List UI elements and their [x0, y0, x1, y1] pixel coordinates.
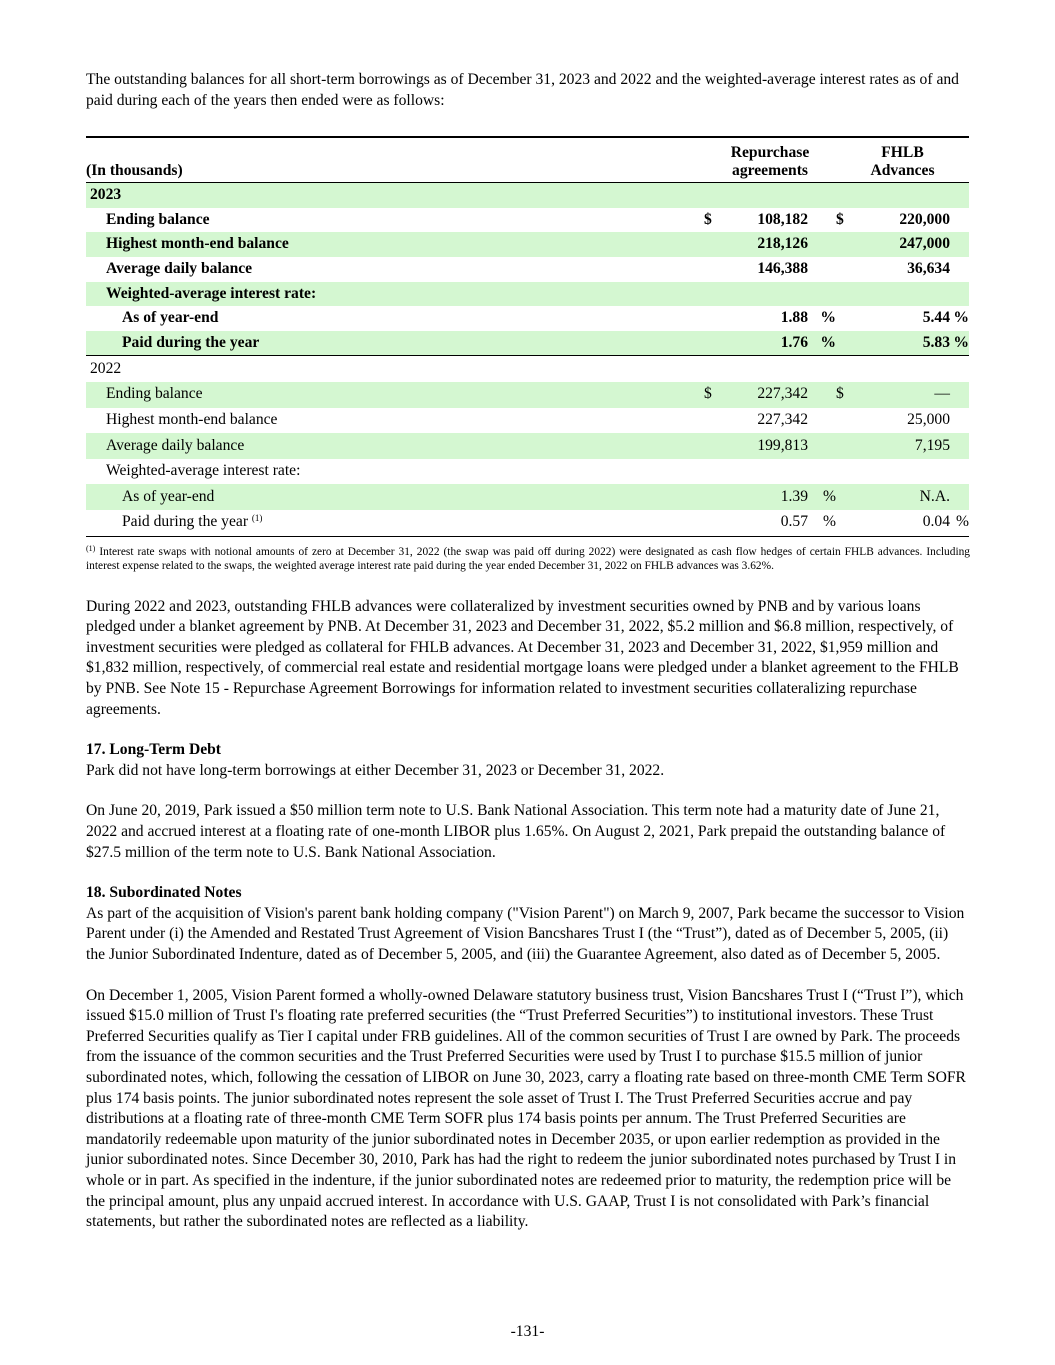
fhlb-value: 220,000	[899, 210, 950, 228]
repo-value: 1.76	[726, 331, 808, 356]
repo-value: 218,126	[726, 232, 808, 257]
percent-sign: %	[808, 484, 836, 510]
document-page	[86, 70, 970, 1233]
col-header-repurchase: Repurchase agreements	[730, 144, 810, 180]
percent-sign: %	[953, 309, 969, 327]
repo-value: 146,388	[757, 259, 808, 277]
table-row	[86, 408, 969, 434]
fhlb-value: 5.44	[922, 309, 950, 327]
row-label: Ending balance	[86, 382, 704, 408]
currency-symbol: $	[836, 210, 844, 228]
fhlb-value: N.A.	[868, 484, 950, 510]
table-row	[86, 382, 969, 408]
row-label: Average daily balance	[106, 259, 253, 277]
row-label: Paid during the year $^{(1)}$	[122, 513, 263, 531]
table-row	[86, 232, 969, 257]
repo-value: 1.88	[780, 309, 808, 327]
table-row	[86, 331, 969, 356]
row-label: As of year-end	[122, 309, 219, 327]
row-label: Weighted-average interest rate:	[106, 462, 301, 480]
table-row	[86, 484, 969, 510]
row-label: As of year-end	[86, 484, 704, 510]
fhlb-value: 247,000	[868, 232, 950, 257]
col-header-fhlb: FHLB Advances	[870, 144, 935, 180]
repo-value: 199,813	[726, 433, 808, 459]
row-label: Paid during the year	[86, 331, 704, 356]
table-footnote: $^{(1)}$ Interest rate swaps with notional amounts of zero at December 31, 2022 (the swap was paid off during 2022) were designated as cash flow hedges of certain FHLB advances. Including interest expense related to the swaps, the weighted average interest rate paid during the year ended December 31, 2022 on FHLB advances was 3.62%.	[86, 543, 971, 573]
row-label: Highest month-end balance	[86, 232, 704, 257]
year-row-2022	[86, 356, 969, 382]
table-row	[86, 257, 969, 282]
percent-sign: %	[820, 309, 836, 327]
row-label: Weighted-average interest rate:	[86, 282, 969, 307]
section-17-heading: 17. Long-Term Debt	[86, 741, 221, 759]
footnote-marker: (1)	[251, 513, 263, 524]
row-label: Ending balance	[106, 210, 210, 228]
unit-label: (In thousands)	[86, 162, 183, 180]
section-18-heading: 18. Subordinated Notes	[86, 884, 242, 902]
year-label: 2022	[90, 359, 122, 377]
fhlb-value: 0.04	[922, 513, 950, 531]
year-label: 2023	[86, 183, 969, 208]
row-label: Average daily balance	[86, 433, 704, 459]
percent-sign: %	[808, 331, 836, 356]
fhlb-value: 25,000	[907, 411, 950, 429]
repo-value: 108,182	[757, 210, 808, 228]
table-row	[86, 208, 969, 233]
section-18-paragraph-1: As part of the acquisition of Vision's parent bank holding company ("Vision Parent") on March 9, 2007, Park became the successor to Vision Parent under (i) the Amended and Restated Trust Agreement of Vision Bancshares Trust I (the “Trust”), dated as of December 5, 2005, (ii) the Junior Subordinated Indenture, dated as of December 5, 2005, and (iii) the Guarantee Agreement, also dated as of December 5, 2005.	[86, 904, 965, 963]
percent-sign: %	[823, 513, 836, 531]
fhlb-value: 36,634	[907, 259, 950, 277]
currency-symbol: $	[836, 382, 868, 408]
percent-sign: %	[950, 331, 969, 356]
fhlb-value: —	[868, 382, 950, 408]
table-row	[86, 282, 969, 307]
repo-value: 1.39	[726, 484, 808, 510]
currency-symbol: $	[704, 210, 712, 228]
fhlb-value: 5.83	[868, 331, 950, 356]
row-label: Highest month-end balance	[106, 411, 278, 429]
table-row	[86, 510, 969, 536]
table-header-row	[86, 137, 969, 183]
section-17-paragraph-2: On June 20, 2019, Park issued a $50 million term note to U.S. Bank National Association. This term note had a maturity date of June 21, 2022 and accrued interest at a floating rate of one-month LIBOR plus 1.65%. On August 2, 2021, Park prepaid the outstanding balance of $27.5 million of the term note to U.S. Bank National Association.	[86, 802, 946, 861]
year-row-2023	[86, 183, 969, 208]
intro-paragraph: The outstanding balances for all short-term borrowings as of December 31, 2023 and 2022 and the weighted-average interest rates as of and paid during each of the years then ended were as follows:	[86, 71, 959, 109]
repo-value: 227,342	[757, 411, 808, 429]
section-18-paragraph-2: On December 1, 2005, Vision Parent formed a wholly-owned Delaware statutory business trust, Vision Bancshares Trust I (“Trust I”), which issued $15.0 million of Trust I's floating rate preferred securities (the “Trust Preferred Securities”) to institutional investors. These Trust Preferred Securities qualify as Tier I capital under FRB guidelines. All of the common securities of Trust I are owned by Park. The proceeds from the issuance of the common securities and the Trust Preferred Securities were used by Trust I to purchase $15.5 million of junior subordinated notes, which, following the cessation of LIBOR on June 30, 2023, carry a floating rate based on three-month CME Term SOFR plus 174 basis points. The junior subordinated notes represent the sole asset of Trust I. The Trust Preferred Securities accrue and pay distributions at a floating rate of three-month CME Term SOFR plus 174 basis points per annum. The Trust Preferred Securities are mandatorily redeemable upon maturity of the junior subordinated notes in December 2035, or upon earlier redemption as provided in the junior subordinated notes. Since December 30, 2010, Park has had the right to redeem the junior subordinated notes purchased by Trust I in whole or in part. As specified in the indenture, if the junior subordinated notes are redeemed prior to maturity, the redemption price will be the principal amount, plus any unpaid accrued interest. In accordance with U.S. GAAP, Trust I is not consolidated with Park’s financial statements, but rather the subordinated notes are reflected as a liability.	[86, 986, 966, 1231]
fhlb-collateral-paragraph: During 2022 and 2023, outstanding FHLB advances were collateralized by investment securities owned by PNB and by various loans pledged under a blanket agreement by PNB. At December 31, 2023 and December 31, 2022, $5.2 million and $6.8 million, respectively, of investment securities were pledged as collateral for FHLB advances. At December 31, 2023 and December 31, 2022, $1,959 million and $1,832 million, respectively, of commercial real estate and residential mortgage loans were pledged under a blanket agreement to the FHLB by PNB. See Note 15 - Repurchase Agreement Borrowings for information related to investment securities collateralizing repurchase agreements.	[86, 597, 959, 718]
short-term-borrowings-table	[86, 136, 969, 536]
repo-value: 0.57	[780, 513, 808, 531]
table-row	[86, 433, 969, 459]
page-number: -131-	[510, 1323, 545, 1340]
currency-symbol: $	[704, 382, 726, 408]
table-row	[86, 459, 969, 485]
fhlb-value: 7,195	[868, 433, 950, 459]
percent-sign: %	[956, 513, 969, 531]
repo-value: 227,342	[726, 382, 808, 408]
section-17-paragraph-1: Park did not have long-term borrowings at either December 31, 2023 or December 31, 2022.	[86, 761, 665, 779]
table-row	[86, 306, 969, 331]
